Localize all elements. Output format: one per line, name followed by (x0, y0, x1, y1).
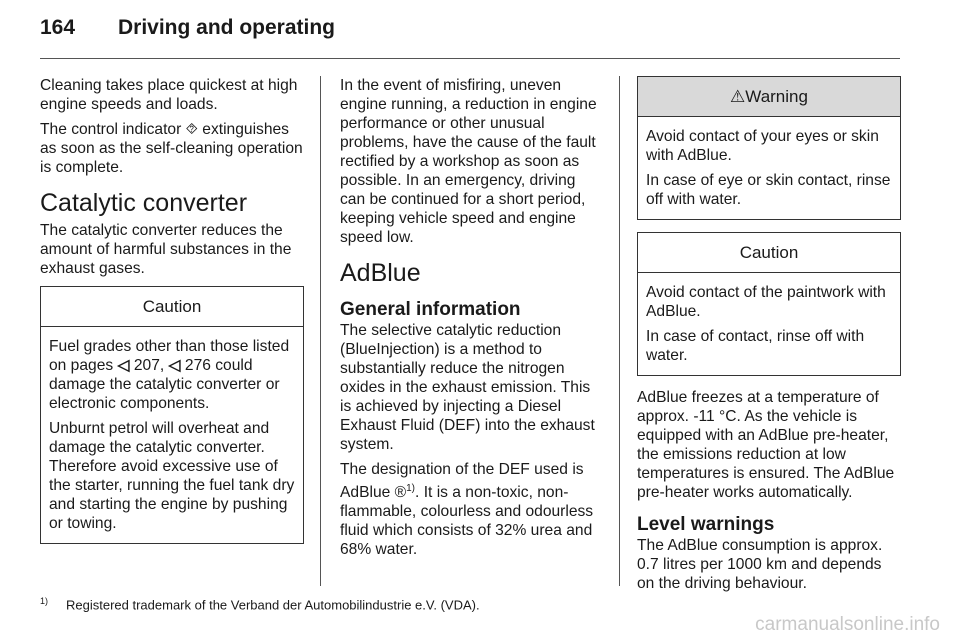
column-right (637, 76, 901, 599)
page-reference-link[interactable]: 207 (133, 357, 160, 374)
page-reference-link[interactable]: 276 (184, 357, 211, 374)
subheading-level-warnings: Level warnings (637, 514, 775, 535)
paragraph: The selective catalytic reduction (BlueInjection) is a method to substantially reduce the nitrogen oxides in the exhaust emission. This is achieved by injecting a Diesel Exhaust Fluid (DEF) into the exhaust system. (340, 322, 595, 453)
paragraph: The control indicator ⯑ extinguishes as soon as the self-cleaning operation is complete. (40, 121, 303, 176)
caution-text: Fuel grades other than those listed on pages ◁ 207, ◁ 276 could damage the catalytic converter or electronic components. (49, 338, 290, 412)
paragraph: In the event of misfiring, uneven engine running, a reduction in engine performance or other unusual problems, have the cause of the fault rectified by a workshop as soon as possible. In an emergency, driving can be continued for a short period, keeping vehicle speed and engine speed low. (340, 77, 597, 246)
caution-box (40, 286, 304, 544)
page-header (40, 16, 335, 40)
section-heading-adblue: AdBlue (340, 259, 421, 287)
column-middle (340, 76, 604, 565)
paragraph: The catalytic converter reduces the amount of harmful substances in the exhaust gases. (40, 222, 292, 277)
footnote-mark: 1) (40, 596, 49, 606)
paragraph: The designation of the DEF used is AdBlue ®$^{1)}$. It is a non-toxic, non-flammable, colourless and odourless fluid which consists of 32% urea and 68% water. (340, 461, 594, 559)
page-number: 164 (40, 16, 76, 39)
section-heading-catalytic-converter: Catalytic converter (40, 189, 248, 217)
footnote-text: Registered trademark of the Verband der Automobilindustrie e.V. (VDA). (66, 597, 480, 613)
warning-title: ⚠Warning (638, 77, 900, 117)
watermark: carmanualsonline.info (755, 614, 940, 635)
column-divider-1 (320, 76, 321, 586)
footnote-ref[interactable]: 1) (406, 483, 416, 494)
paragraph: Cleaning takes place quickest at high engine speeds and loads. (40, 77, 298, 113)
paragraph: AdBlue freezes at a temperature of approx. -11 °C. As the vehicle is equipped with an AdBlue pre-heater, the emissions reduction at low temperatures is ensured. The AdBlue pre-heater works automatically. (637, 389, 895, 501)
caution-title: Caution (41, 287, 303, 327)
registered-mark: ® (394, 484, 407, 502)
warning-text: In case of eye or skin contact, rinse off with water. (646, 172, 891, 208)
footnote (40, 596, 480, 612)
control-indicator-icon: ⯑ (185, 121, 198, 138)
header-rule (40, 58, 900, 59)
caution-title: Caution (638, 233, 900, 273)
column-divider-2 (619, 76, 620, 586)
page-reference-arrow-icon: ◁ (117, 357, 130, 374)
caution-text: In case of contact, rinse off with water. (646, 328, 865, 364)
warning-box (637, 76, 901, 220)
caution-text: Avoid contact of the paintwork with AdBlue. (646, 284, 886, 320)
column-left (40, 76, 304, 556)
caution-text: Unburnt petrol will overheat and damage the catalytic converter. Therefore avoid excessive use of the starter, running the fuel tank dry and starting the engine by pushing or towing. (49, 420, 295, 532)
subheading-general-information: General information (340, 299, 521, 320)
section-title: Driving and operating (118, 16, 336, 39)
warning-text: Avoid contact of your eyes or skin with AdBlue. (646, 128, 879, 164)
warning-icon: ⚠ (730, 87, 746, 106)
paragraph: The AdBlue consumption is approx. 0.7 litres per 1000 km and depends on the driving behaviour. (637, 537, 883, 592)
caution-box (637, 232, 901, 376)
page-reference-arrow-icon: ◁ (168, 357, 181, 374)
